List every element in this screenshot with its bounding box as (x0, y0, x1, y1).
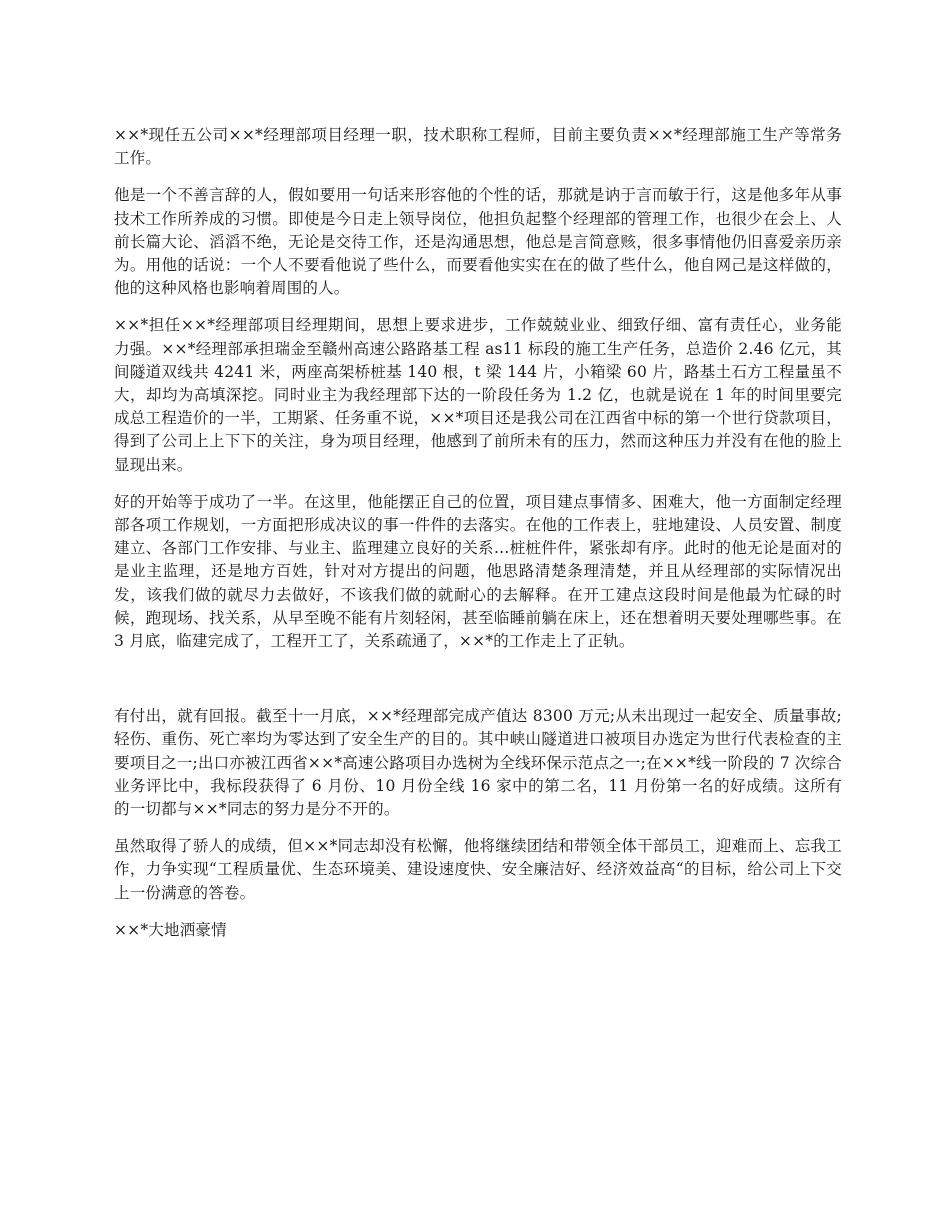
paragraph-intro: ××*现任五公司××*经理部项目经理一职，技术职称工程师，目前主要负责××*经理部施工生产等常务工作。 (114, 126, 842, 168)
document-body (114, 124, 842, 956)
paragraph-results: 有付出，就有回报。截至十一月底，××*经理部完成产值达 8300 万元;从未出现过一起安全、质量事故;轻伤、重伤、死亡率均为零达到了安全生产的目的。其中峡山隧道进口被项目办选定为世行代表检查的主要项目之一;出口亦被江西省××*高速公路项目办选树为全线环保示范点之一;在××*线一阶段的 7 次综合业务评比中，我标段获得了 6 月份、10 月份全线 16 家中的第二名，11 月份第一名的好成绩。这所有的一切都与××*同志的努力是分不开的。 (114, 707, 842, 819)
paragraph-project-manager: ××*担任××*经理部项目经理期间，思想上要求进步，工作兢兢业业、细致仔细、富有责任心，业务能力强。××*经理部承担瑞金至赣州高速公路路基工程 as11 标段的施工生产任务，总造价 2.46 亿元，其间隧道双线共 4241 米，两座高架桥桩基 140 根，t 梁 144 片，小箱梁 60 片，路基土石方工程量虽不大，却均为高填深挖。同时业主为我经理部下达的一阶段任务为 1.2 亿，也就是说在 1 年的时间里要完成总工程造价的一半，工期紧、任务重不说，××*项目还是我公司在江西省中标的第一个世行贷款项目，得到了公司上上下下的关注，身为项目经理，他感到了前所未有的压力，然而这种压力并没有在他的脸上显现出来。 (114, 316, 842, 474)
paragraph-closing-title: ××*大地洒豪情 (114, 920, 227, 939)
paragraph-good-start: 好的开始等于成功了一半。在这里，他能摆正自己的位置，项目建点事情多、困难大，他一方面制定经理部各项工作规划，一方面把形成决议的事一件件的去落实。在他的工作表上，驻地建设、人员安置、制度建立、各部门工作安排、与业主、监理建立良好的关系…桩桩件件，紧张却有序。此时的他无论是面对的是业主监理，还是地方百姓，针对对方提出的问题，他思路清楚条理清楚，并且从经理部的实际情况出发，该我们做的就尽力去做好，不该我们做的就耐心的去解释。在开工建点这段时间是他最为忙碌的时候，跑现场、找关系，从早至晚不能有片刻轻闲，甚至临睡前躺在床上，还在想着明天要处理哪些事。在 3 月底，临建完成了，工程开工了，关系疏通了，××*的工作走上了正轨。 (114, 492, 842, 651)
paragraph-future: 虽然取得了骄人的成绩，但××*同志却没有松懈，他将继续团结和带领全体干部员工，迎难而上、忘我工作，力争实现“工程质量优、生态环境美、建设速度快、安全廉洁好、经济效益高“的目标，给公司上下交上一份满意的答卷。 (114, 837, 842, 902)
paragraph-character: 他是一个不善言辞的人，假如要用一句话来形容他的个性的话，那就是讷于言而敏于行，这是他多年从事技术工作所养成的习惯。即使是今日走上领导岗位，他担负起整个经理部的管理工作，也很少在会上、人前长篇大论、滔滔不绝，无论是交待工作，还是沟通思想，他总是言简意赅，很多事情他仍旧喜爱亲历亲为。用他的话说：一个人不要看他说了些什么，而要看他实实在在的做了些什么，他自网己是这样做的，他的这种风格也影响着周围的人。 (114, 186, 842, 298)
